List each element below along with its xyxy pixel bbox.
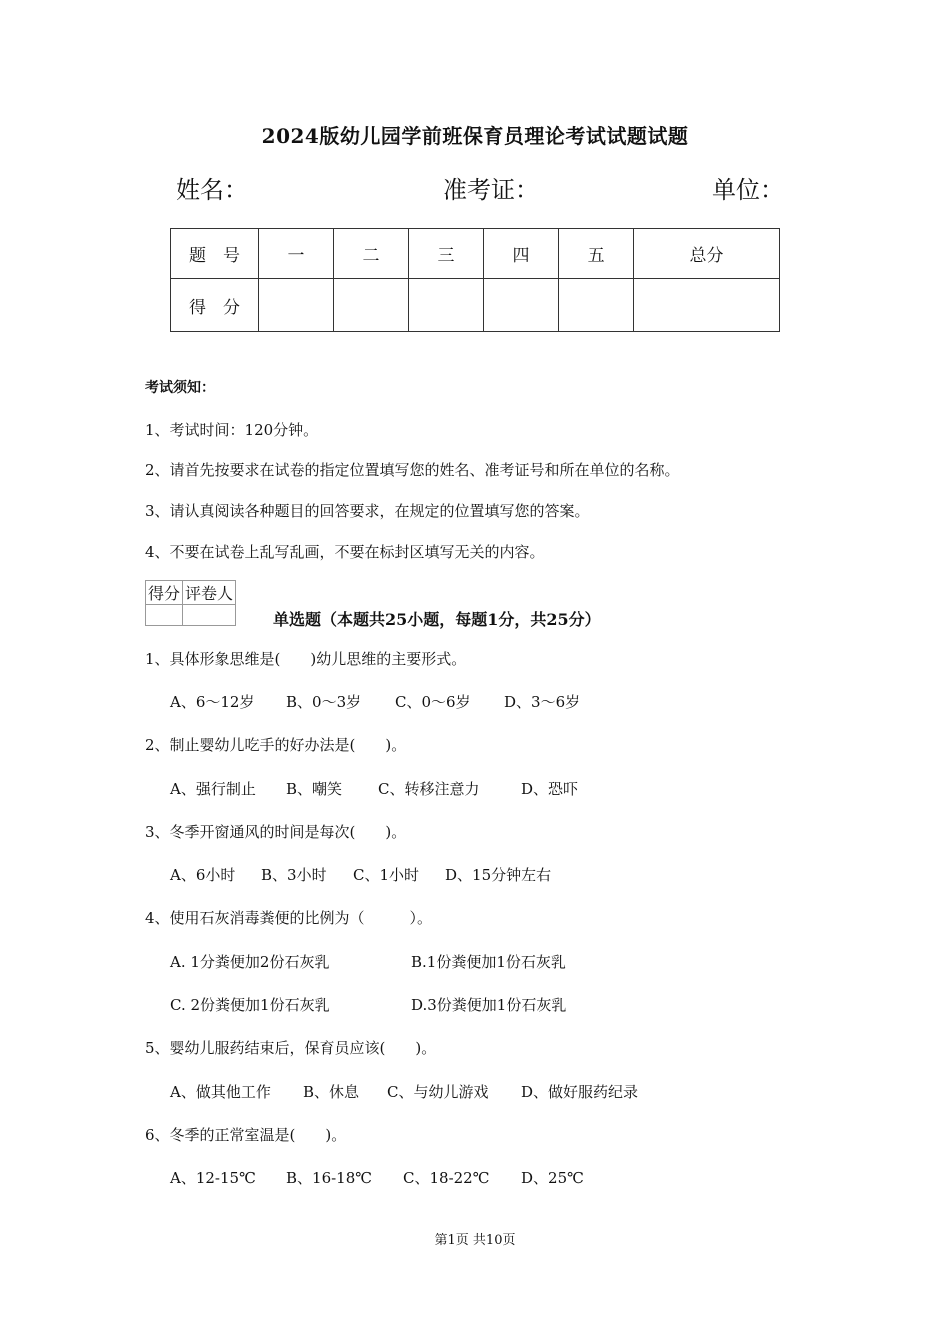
question-option[interactable]: B、16-18℃	[286, 1169, 373, 1187]
question-option[interactable]: D、恐吓	[521, 780, 579, 798]
question-option[interactable]: B、0～3岁	[286, 693, 362, 711]
notice-item: 3、请认真阅读各种题目的回答要求，在规定的位置填写您的答案。	[145, 502, 590, 520]
question-option[interactable]: C、1小时	[353, 866, 420, 884]
grader-box	[145, 580, 236, 626]
grader-name-label: 评卷人	[183, 581, 236, 605]
score-table-score-row	[171, 279, 780, 332]
unit-field-label: 单位：	[712, 176, 784, 204]
question-option[interactable]: B、嘲笑	[286, 780, 343, 798]
question-option[interactable]: C、0～6岁	[395, 693, 471, 711]
grader-name-cell[interactable]	[183, 605, 236, 626]
score-table-header-cell: 四	[484, 229, 559, 279]
question-option[interactable]: D、15分钟左右	[445, 866, 552, 884]
question-option[interactable]: A、12-15℃	[170, 1169, 256, 1187]
question-option[interactable]: D、25℃	[521, 1169, 584, 1187]
question-option[interactable]: C、与幼儿游戏	[387, 1083, 489, 1101]
score-cell[interactable]	[484, 279, 559, 332]
notice-item: 1、考试时间：120分钟。	[145, 421, 319, 439]
question-option[interactable]: A、强行制止	[170, 780, 256, 798]
score-table-header-cell: 总分	[634, 229, 780, 279]
section-title: 单选题（本题共25小题，每题1分，共25分）	[273, 610, 601, 629]
score-row-label: 得 分	[171, 279, 259, 332]
question-stem: 6、冬季的正常室温是( )。	[145, 1126, 347, 1144]
question-option[interactable]: B、休息	[303, 1083, 360, 1101]
question-option[interactable]: C、18-22℃	[403, 1169, 490, 1187]
question-option[interactable]: A、做其他工作	[170, 1083, 271, 1101]
score-table-header-cell: 题 号	[171, 229, 259, 279]
question-stem: 5、婴幼儿服药结束后，保育员应该( )。	[145, 1039, 437, 1057]
score-cell[interactable]	[409, 279, 484, 332]
question-option[interactable]: D、3～6岁	[504, 693, 581, 711]
question-stem: 3、冬季开窗通风的时间是每次( )。	[145, 823, 407, 841]
score-table-header-row	[171, 229, 780, 279]
score-table-header-cell: 二	[334, 229, 409, 279]
page-title: 2024版幼儿园学前班保育员理论考试试题试题	[261, 124, 689, 148]
question-option[interactable]: C. 2份粪便加1份石灰乳	[170, 996, 330, 1014]
name-field-label: 姓名：	[176, 176, 248, 204]
question-stem: 4、使用石灰消毒粪便的比例为（ ）。	[145, 909, 433, 927]
question-option[interactable]: A. 1分粪便加2份石灰乳	[170, 953, 330, 971]
exam-id-field-label: 准考证：	[443, 176, 539, 204]
question-option[interactable]: A、6～12岁	[170, 693, 255, 711]
grader-score-label: 得分	[146, 581, 183, 605]
question-stem: 2、制止婴幼儿吃手的好办法是( )。	[145, 736, 407, 754]
question-option[interactable]: A、6小时	[170, 866, 236, 884]
grader-score-cell[interactable]	[146, 605, 183, 626]
notice-heading: 考试须知：	[145, 380, 215, 396]
question-option[interactable]: B、3小时	[261, 866, 327, 884]
question-option[interactable]: C、转移注意力	[378, 780, 480, 798]
score-cell[interactable]	[334, 279, 409, 332]
score-table-header-cell: 三	[409, 229, 484, 279]
score-cell[interactable]	[634, 279, 780, 332]
score-table-header-cell: 五	[559, 229, 634, 279]
page-footer: 第1页 共10页	[434, 1233, 516, 1248]
score-cell[interactable]	[259, 279, 334, 332]
score-table	[170, 228, 780, 332]
question-option[interactable]: B.1份粪便加1份石灰乳	[411, 953, 566, 971]
score-table-header-cell: 一	[259, 229, 334, 279]
notice-item: 4、不要在试卷上乱写乱画，不要在标封区填写无关的内容。	[145, 543, 545, 561]
question-option[interactable]: D、做好服药纪录	[521, 1083, 639, 1101]
score-cell[interactable]	[559, 279, 634, 332]
question-option[interactable]: D.3份粪便加1份石灰乳	[411, 996, 567, 1014]
question-stem: 1、具体形象思维是( )幼儿思维的主要形式。	[145, 650, 467, 668]
notice-item: 2、请首先按要求在试卷的指定位置填写您的姓名、准考证号和所在单位的名称。	[145, 461, 680, 479]
